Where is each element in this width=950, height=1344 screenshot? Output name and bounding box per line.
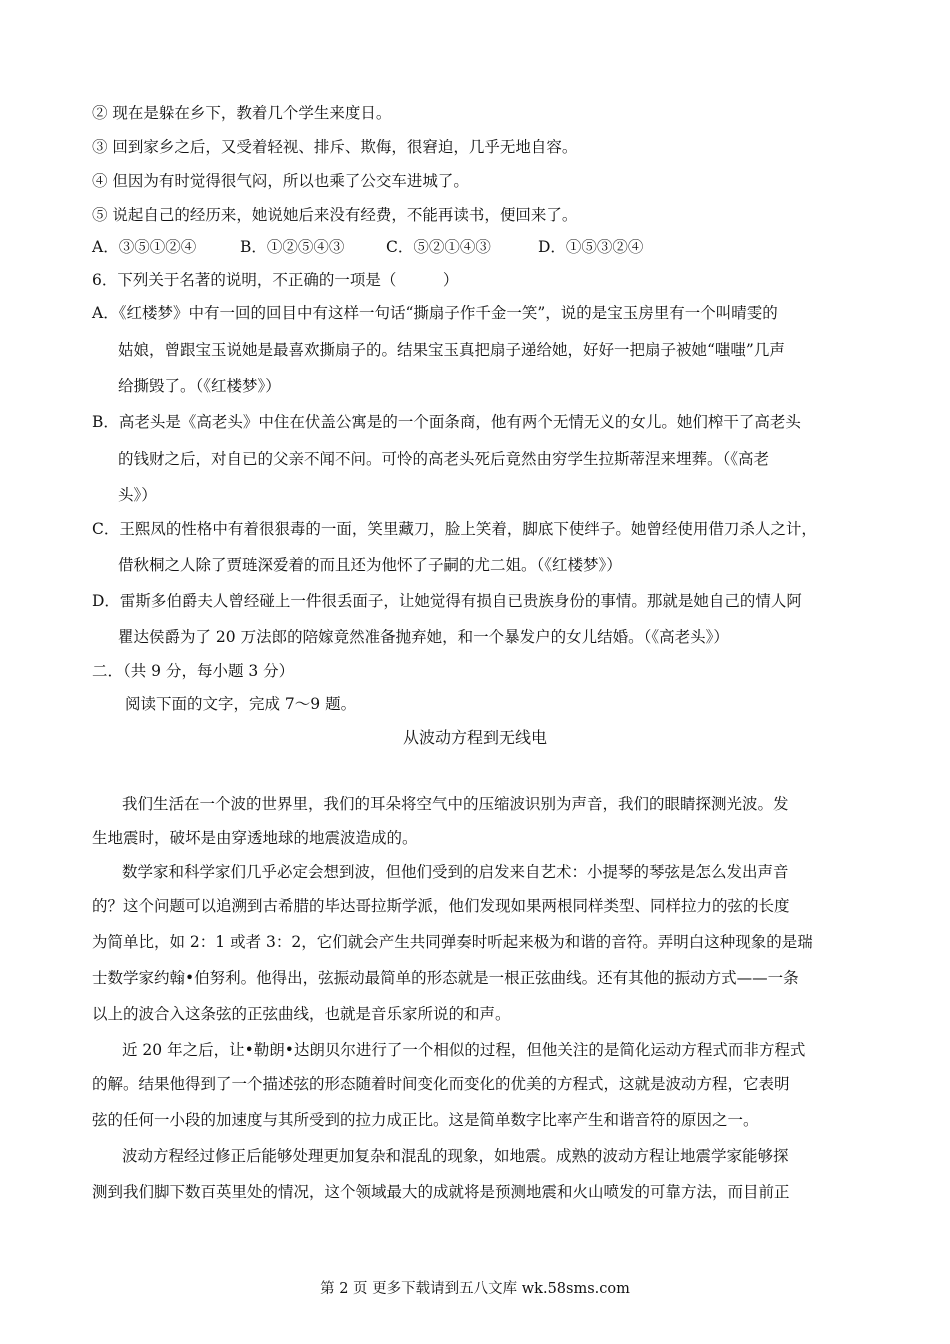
q6-option-a-line3: 给撕毁了。（《红楼梦》） — [118, 377, 281, 395]
q6-option-b-line3: 头》） — [118, 486, 157, 504]
article-line-10: 弦的任何一小段的加速度与其所受到的拉力成正比。这是简单数字比率产生和谐音符的原因之一。 — [92, 1111, 759, 1129]
page-footer: 第 2 页 更多下载请到五八文库 wk.58sms.com — [320, 1281, 630, 1297]
q5-item-5: ⑤ 说起自己的经历来，她说她后来没有经费，不能再读书，便回来了。 — [92, 206, 578, 224]
q6-option-d-line2: 瞿达侯爵为了 20 万法郎的陪嫁竟然准备抛弃她，和一个暴发户的女儿结婚。（《高老头》） — [118, 628, 729, 646]
article-line-3: 数学家和科学家们几乎必定会想到波，但他们受到的启发来自艺术：小提琴的琴弦是怎么发出声音 — [122, 863, 789, 881]
section-heading: 二．（共 9 分，每小题 3 分） — [92, 662, 295, 680]
q6-option-b-line1: B．高老头是《高老头》中住在伏盖公寓是的一个面条商，他有两个无情无义的女儿。她们榨干了高老头 — [92, 413, 801, 431]
article-line-9: 的解。结果他得到了一个描述弦的形态随着时间变化而变化的优美的方程式，这就是波动方程，它表明 — [92, 1075, 790, 1093]
q5-item-3: ③ 回到家乡之后，又受着轻视、排斥、欺侮，很窘迫，几乎无地自容。 — [92, 138, 578, 156]
section-instruction: 阅读下面的文字，完成 7～9 题。 — [125, 695, 357, 713]
q6-stem: 6．下列关于名著的说明，不正确的一项是（ ） — [92, 271, 459, 289]
article-line-7: 以上的波合入这条弦的正弦曲线，也就是音乐家所说的和声。 — [92, 1005, 511, 1023]
q5-option-b: B．①②⑤④③ — [240, 238, 345, 256]
article-line-1: 我们生活在一个波的世界里，我们的耳朵将空气中的压缩波识别为声音，我们的眼睛探测光波。发 — [122, 795, 789, 813]
q5-item-4: ④ 但因为有时觉得很气闷，所以也乘了公交车进城了。 — [92, 172, 469, 190]
article-line-6: 士数学家约翰•伯努利。他得出，弦振动最简单的形态就是一根正弦曲线。还有其他的振动方式——一条 — [92, 969, 799, 987]
q6-option-d-line1: D．雷斯多伯爵夫人曾经碰上一件很丢面子，让她觉得有损自已贵族身份的事情。那就是她自己的情人阿 — [92, 592, 802, 610]
article-title: 从波动方程到无线电 — [402, 728, 547, 747]
article-line-11: 波动方程经过修正后能够处理更加复杂和混乱的现象，如地震。成熟的波动方程让地震学家能够探 — [122, 1147, 789, 1165]
article-line-8: 近 20 年之后，让•勒朗•达朗贝尔进行了一个相似的过程，但他关注的是简化运动方程式而非方程式 — [122, 1041, 806, 1059]
article-line-4: 的？这个问题可以追溯到古希腊的毕达哥拉斯学派，他们发现如果两根同样类型、同样拉力的弦的长度 — [92, 897, 790, 915]
q5-option-c: C．⑤②①④③ — [386, 238, 491, 256]
q5-item-2: ② 现在是躲在乡下，教着几个学生来度日。 — [92, 104, 392, 122]
q6-option-b-line2: 的钱财之后，对自已的父亲不闻不问。可怜的高老头死后竟然由穷学生拉斯蒂涅来埋葬。（《高老 — [118, 450, 770, 468]
q6-option-a-line2: 姑娘，曾跟宝玉说她是最喜欢撕扇子的。结果宝玉真把扇子递给她，好好一把扇子被她“嗤嗤”几声 — [118, 341, 785, 359]
q5-options — [92, 237, 643, 257]
q6-option-c-line1: C．王熙凤的性格中有着很狠毒的一面，笑里藏刀，脸上笑着，脚底下使绊子。她曾经使用借刀杀人之计， — [92, 520, 817, 538]
q5-option-a: A．③⑤①②④ — [92, 238, 197, 256]
article-line-12: 测到我们脚下数百英里处的情况，这个领域最大的成就将是预测地震和火山喷发的可靠方法，而目前正 — [92, 1183, 790, 1201]
q6-option-c-line2: 借秋桐之人除了贾琏深爱着的而且还为他怀了子嗣的尤二姐。（《红楼梦》） — [118, 556, 622, 574]
q5-option-d: D．①⑤③②④ — [538, 238, 644, 256]
article-line-5: 为简单比，如 2：1 或者 3：2，它们就会产生共同弹奏时听起来极为和谐的音符。弄明白这种现象的是瑞 — [92, 933, 813, 951]
article-line-2: 生地震时，破坏是由穿透地球的地震波造成的。 — [92, 829, 418, 847]
q6-option-a-line1: A．《红楼梦》中有一回的回目中有这样一句话“撕扇子作千金一笑”，说的是宝玉房里有一个叫晴雯的 — [92, 304, 778, 322]
